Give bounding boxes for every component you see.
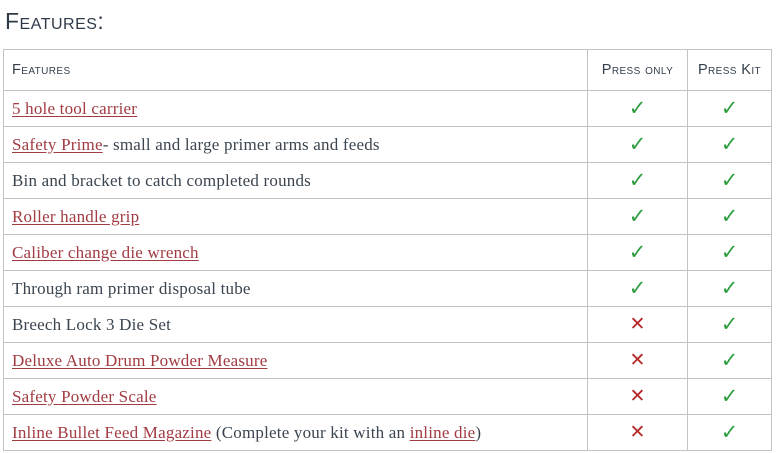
press-only-cell (588, 415, 688, 451)
column-header-press-only: Press only (588, 50, 688, 91)
feature-cell (4, 235, 588, 271)
check-icon: ✓ (720, 383, 739, 408)
press-only-cell (588, 343, 688, 379)
table-row (4, 379, 772, 415)
press-kit-cell (688, 235, 772, 271)
feature-text: Breech Lock 3 Die Set (12, 314, 172, 334)
press-only-cell (588, 307, 688, 343)
press-only-cell (588, 271, 688, 307)
check-icon: ✓ (720, 167, 739, 192)
page-title: Features: (5, 8, 105, 34)
feature-table-body (4, 91, 772, 451)
check-icon: ✓ (628, 95, 647, 120)
table-row (4, 199, 772, 235)
cross-icon: ✕ (629, 384, 646, 407)
press-only-cell (588, 163, 688, 199)
feature-link[interactable]: Inline Bullet Feed Magazine (12, 422, 212, 442)
feature-link[interactable]: Safety Prime (12, 134, 103, 154)
check-icon: ✓ (628, 275, 647, 300)
press-kit-cell (688, 91, 772, 127)
check-icon: ✓ (720, 275, 739, 300)
press-kit-cell (688, 343, 772, 379)
feature-cell (4, 199, 588, 235)
feature-text: Bin and bracket to catch completed rounds (12, 170, 311, 190)
check-icon: ✓ (628, 203, 647, 228)
feature-cell (4, 343, 588, 379)
press-only-cell (588, 379, 688, 415)
feature-link[interactable]: 5 hole tool carrier (12, 98, 138, 118)
column-header-features: Features (4, 50, 588, 91)
check-icon: ✓ (720, 239, 739, 264)
feature-link[interactable]: inline die (409, 422, 476, 442)
column-header-press-kit: Press Kit (688, 50, 772, 91)
press-kit-cell (688, 271, 772, 307)
feature-link[interactable]: Deluxe Auto Drum Powder Measure (12, 350, 268, 370)
press-only-cell (588, 235, 688, 271)
feature-cell (4, 271, 588, 307)
cross-icon: ✕ (629, 348, 646, 371)
feature-cell (4, 163, 588, 199)
check-icon: ✓ (720, 347, 739, 372)
feature-text: Through ram primer disposal tube (12, 278, 251, 298)
table-header (4, 50, 772, 91)
feature-link[interactable]: Caliber change die wrench (12, 242, 199, 262)
press-kit-cell (688, 379, 772, 415)
press-kit-cell (688, 415, 772, 451)
press-kit-cell (688, 127, 772, 163)
feature-cell (4, 127, 588, 163)
cross-icon: ✕ (629, 312, 646, 335)
feature-cell (4, 415, 588, 451)
check-icon: ✓ (720, 419, 739, 444)
header-row (4, 50, 772, 91)
feature-cell (4, 307, 588, 343)
check-icon: ✓ (628, 239, 647, 264)
feature-text: - small and large primer arms and feeds (102, 134, 380, 154)
table-row (4, 163, 772, 199)
feature-link[interactable]: Safety Powder Scale (12, 386, 157, 406)
table-row (4, 307, 772, 343)
feature-link[interactable]: Roller handle grip (12, 206, 140, 226)
table-row (4, 235, 772, 271)
press-only-cell (588, 91, 688, 127)
table-row (4, 271, 772, 307)
check-icon: ✓ (720, 203, 739, 228)
table-row (4, 127, 772, 163)
press-kit-cell (688, 163, 772, 199)
check-icon: ✓ (628, 131, 647, 156)
check-icon: ✓ (628, 167, 647, 192)
table-row (4, 91, 772, 127)
press-kit-cell (688, 199, 772, 235)
press-only-cell (588, 199, 688, 235)
press-kit-cell (688, 307, 772, 343)
press-only-cell (588, 127, 688, 163)
feature-cell (4, 91, 588, 127)
table-row (4, 343, 772, 379)
cross-icon: ✕ (629, 420, 646, 443)
table-row (4, 415, 772, 451)
feature-cell (4, 379, 588, 415)
feature-text: ) (475, 422, 482, 442)
features-comparison-table (3, 49, 772, 451)
check-icon: ✓ (720, 311, 739, 336)
check-icon: ✓ (720, 95, 739, 120)
feature-text: (Complete your kit with an (211, 422, 410, 442)
check-icon: ✓ (720, 131, 739, 156)
